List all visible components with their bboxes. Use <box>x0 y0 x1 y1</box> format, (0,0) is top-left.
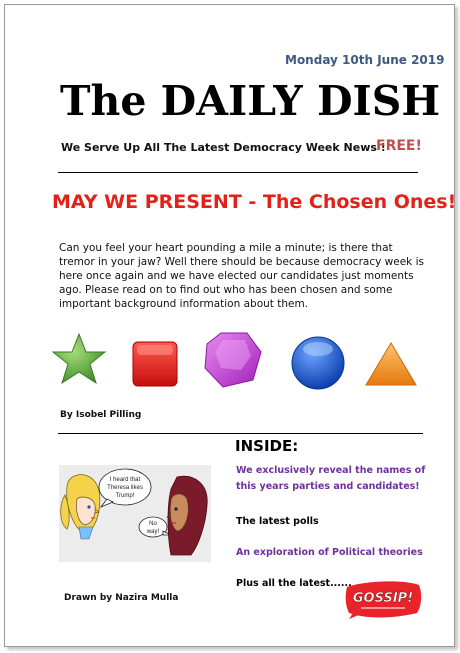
cartoon-illustration <box>59 465 211 562</box>
cartoon-drawing <box>59 465 211 562</box>
inside-heading: INSIDE: <box>235 437 299 455</box>
divider-middle <box>58 433 423 434</box>
masthead-title: The DAILY DISH <box>60 77 441 125</box>
divider-top <box>58 172 418 173</box>
inside-item-theories: An exploration of Political theories <box>236 547 423 558</box>
cartoon-bubble-right-line2: way! <box>146 529 160 535</box>
red-square-icon <box>131 340 181 390</box>
cartoon-bubble-left-line2: Theresa likes <box>107 485 143 491</box>
blue-circle-icon <box>289 334 347 392</box>
cartoon-bubble-left-line3: Trump! <box>115 493 135 499</box>
article-headline: MAY WE PRESENT - The Chosen Ones! <box>52 191 457 213</box>
cartoon-bubble-right-line1: No <box>149 521 157 527</box>
newspaper-page <box>4 4 455 647</box>
inside-item-parties: We exclusively reveal the names of this years parties and candidates! <box>236 465 426 492</box>
inside-item-polls: The latest polls <box>236 516 319 527</box>
party-shapes-row <box>45 330 425 395</box>
price-label: FREE! <box>376 138 422 154</box>
gossip-logo-text: GOSSIP! <box>352 591 414 606</box>
purple-gem-icon <box>201 330 263 390</box>
article-intro: Can you feel your heart pounding a mile a minute; is there that tremor in your jaw? Well there should be because democracy week is here once again and we have elected our candidates just moments ago. Please read on to find out who has been chosen and some important background information about them. <box>59 242 424 310</box>
gossip-logo <box>343 579 423 619</box>
issue-date: Monday 10th June 2019 <box>285 53 445 67</box>
masthead-tagline: We Serve Up All The Latest Democracy Week News ! <box>61 141 386 154</box>
orange-triangle-icon <box>363 340 419 390</box>
cartoon-bubble-left-line1: I heard that <box>109 477 141 483</box>
cartoon-credit: Drawn by Nazira Mulla <box>64 593 179 603</box>
article-byline: By Isobel Pilling <box>60 410 142 420</box>
inside-item-latest: Plus all the latest...... <box>236 578 352 589</box>
green-star-icon <box>51 332 107 386</box>
